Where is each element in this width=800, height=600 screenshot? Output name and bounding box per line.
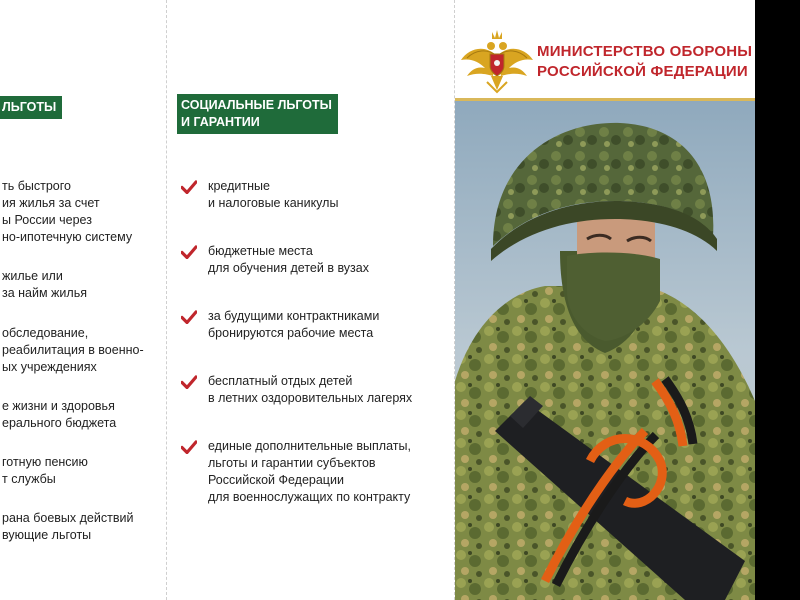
ministry-title: [537, 42, 752, 82]
ministry-header: [455, 0, 755, 101]
list-item-line: ия жилья за счет: [2, 196, 100, 210]
double-headed-eagle-emblem: [459, 26, 535, 96]
heading-line: СОЦИАЛЬНЫЕ ЛЬГОТЫ: [181, 98, 332, 112]
list-item-line: Российской Федерации: [208, 473, 344, 487]
list-item-line: обследование,: [2, 326, 89, 340]
heading-line: И ГАРАНТИИ: [181, 115, 260, 129]
list-item: [181, 308, 451, 342]
right-panel: [455, 0, 755, 600]
check-icon: [181, 180, 197, 194]
list-item-line: вующие льготы: [2, 528, 92, 542]
list-item-line: жилье или: [2, 269, 63, 283]
check-icon: [181, 375, 197, 389]
black-edge: [755, 0, 800, 600]
ministry-title-line: РОССИЙСКОЙ ФЕДЕРАЦИИ: [537, 63, 748, 80]
check-icon: [181, 310, 197, 324]
list-item: [0, 268, 166, 302]
list-item-line: единые дополнительные выплаты,: [208, 439, 411, 453]
list-item-line: ерального бюджета: [2, 416, 117, 430]
list-item-line: в летних оздоровительных лагерях: [208, 391, 413, 405]
social-benefits-heading: [177, 94, 338, 134]
list-item: [181, 178, 451, 212]
list-item-line: льготы и гарантии субъектов: [208, 456, 376, 470]
list-item: [0, 510, 166, 544]
check-icon: [181, 245, 197, 259]
left-heading: [0, 96, 62, 119]
list-item-line: кредитные: [208, 179, 270, 193]
list-item-line: но-ипотечную систему: [2, 230, 133, 244]
check-icon: [181, 440, 197, 454]
list-item-line: е жизни и здоровья: [2, 399, 115, 413]
list-item: [181, 438, 451, 506]
list-item-line: ы России через: [2, 213, 92, 227]
list-item: [0, 398, 166, 432]
list-item: [181, 373, 451, 407]
list-item-line: готную пенсию: [2, 455, 88, 469]
list-item: [181, 243, 451, 277]
list-item: [0, 454, 166, 488]
list-item-line: бюджетные места: [208, 244, 313, 258]
social-benefits-list: [181, 178, 451, 537]
list-item-line: реабилитация в военно-: [2, 343, 144, 357]
list-item-line: ть быстрого: [2, 179, 71, 193]
list-item-line: за будущими контрактниками: [208, 309, 380, 323]
list-item-line: для обучения детей в вузах: [208, 261, 369, 275]
left-panel: [0, 0, 166, 600]
soldier-photo: [455, 101, 755, 600]
list-item-line: бесплатный отдых детей: [208, 374, 353, 388]
list-item-line: и налоговые каникулы: [208, 196, 339, 210]
list-item-line: т службы: [2, 472, 56, 486]
list-item-line: бронируются рабочие места: [208, 326, 374, 340]
ministry-title-line: МИНИСТЕРСТВО ОБОРОНЫ: [537, 43, 753, 60]
list-item-line: рана боевых действий: [2, 511, 134, 525]
list-item-line: ых учреждениях: [2, 360, 97, 374]
left-benefits-list: [0, 178, 166, 570]
list-item: [0, 325, 166, 376]
list-item: [0, 178, 166, 246]
fold-line: [166, 0, 167, 600]
list-item-line: для военнослужащих по контракту: [208, 490, 411, 504]
left-heading-text: ЛЬГОТЫ: [2, 100, 57, 114]
list-item-line: за найм жилья: [2, 286, 87, 300]
